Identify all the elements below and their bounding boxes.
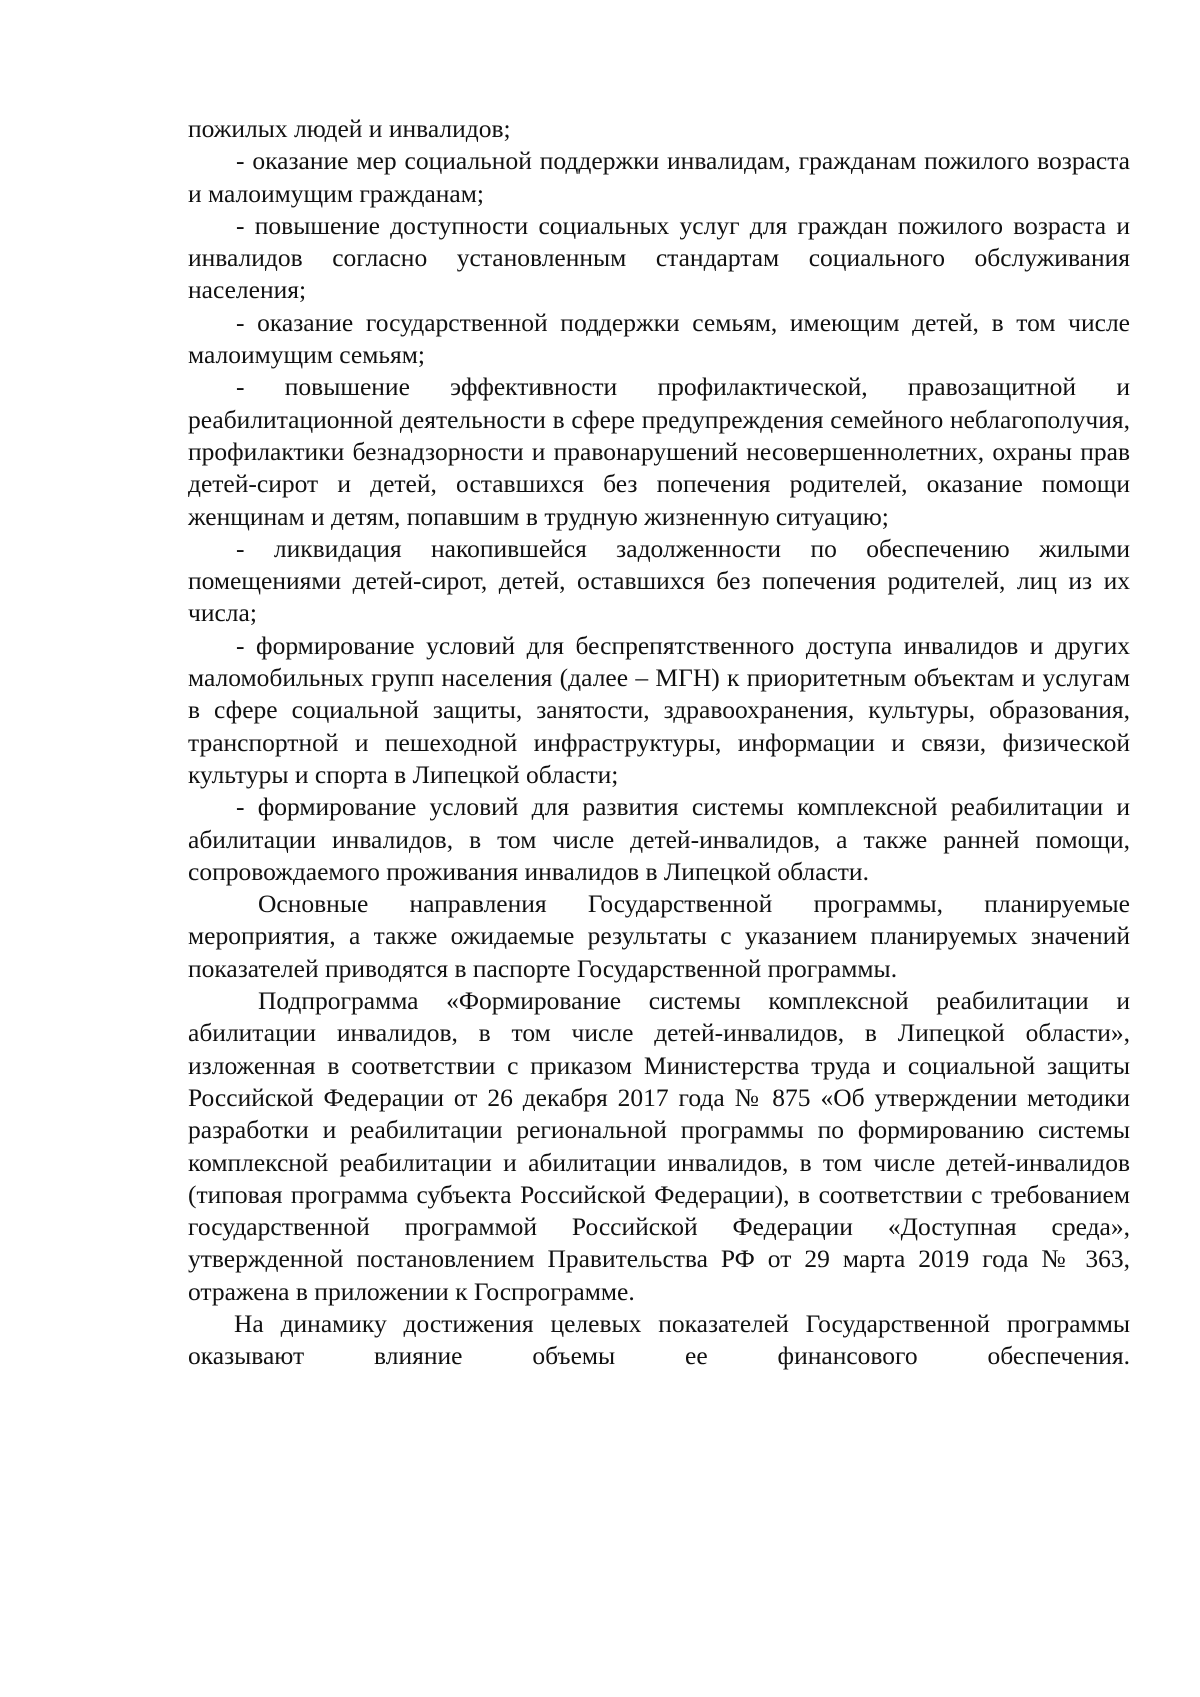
list-item-barrier-free-access: - формирование условий для беспрепятственного доступа инвалидов и других маломобильных групп населения (далее – МГН) к приоритетным объектам и услугам в сфере социальной защиты, занятости, здравоохранения, культуры, образования, транспортной и пешеходной инфраструктуры, информации и связи, физической культуры и спорта в Липецкой области; — [188, 630, 1130, 789]
list-item-family-support: - оказание государственной поддержки семьям, имеющим детей, в том числе малоимущим семьям; — [188, 307, 1130, 370]
paragraph-financing: На динамику достижения целевых показателей Государственной программы оказывают влияние объемы ее финансового обеспечения. — [188, 1308, 1130, 1371]
paragraph-main-directions: Основные направления Государственной программы, планируемые мероприятия, а также ожидаемые результаты с указанием планируемых значений показателей приводятся в паспорте Государственной программы. — [188, 889, 1130, 983]
paragraph-continuation: пожилых людей и инвалидов; — [188, 114, 511, 143]
list-item-housing-debt: - ликвидация накопившейся задолженности по обеспечению жилыми помещениями детей-сирот, детей, оставшихся без попечения родителей, лиц из их числа; — [188, 533, 1130, 628]
list-item-social-support: - оказание мер социальной поддержки инвалидам, гражданам пожилого возраста и малоимущим гражданам; — [188, 146, 1130, 208]
list-item-service-accessibility: - повышение доступности социальных услуг для граждан пожилого возраста и инвалидов согласно установленным стандартам социального обслуживания населения; — [188, 210, 1130, 305]
list-item-rehabilitation-system: - формирование условий для развития системы комплексной реабилитации и абилитации инвалидов, в том числе детей-инвалидов, а также ранней помощи, сопровождаемого проживания инвалидов в Липецкой области. — [188, 792, 1130, 886]
list-item-prevention-efficiency: - повышение эффективности профилактической, правозащитной и реабилитационной деятельности в сфере предупреждения семейного неблагополучия, профилактики безнадзорности и правонарушений несовершеннолетних, охраны прав детей-сирот и детей, оставшихся без попечения родителей, оказание помощи женщинам и детям, попавшим в трудную жизненную ситуацию; — [188, 372, 1130, 531]
paragraph-subprogram: Подпрограмма «Формирование системы комплексной реабилитации и абилитации инвалидов, в том числе детей-инвалидов, в Липецкой области», изложенная в соответствии с приказом Министерства труда и социальной защиты Российской Федерации от 26 декабря 2017 года № 875 «Об утверждении методики разработки и реабилитации региональной программы по формированию системы комплексной реабилитации и абилитации инвалидов, в том числе детей-инвалидов (типовая программа субъекта Российской Федерации), в соответствии с требованием государственной программой Российской Федерации «Доступная среда», утвержденной постановлением Правительства РФ от 29 марта 2019 года № 363, отражена в приложении к Госпрограмме. — [188, 986, 1130, 1306]
document-body — [188, 113, 1130, 1373]
